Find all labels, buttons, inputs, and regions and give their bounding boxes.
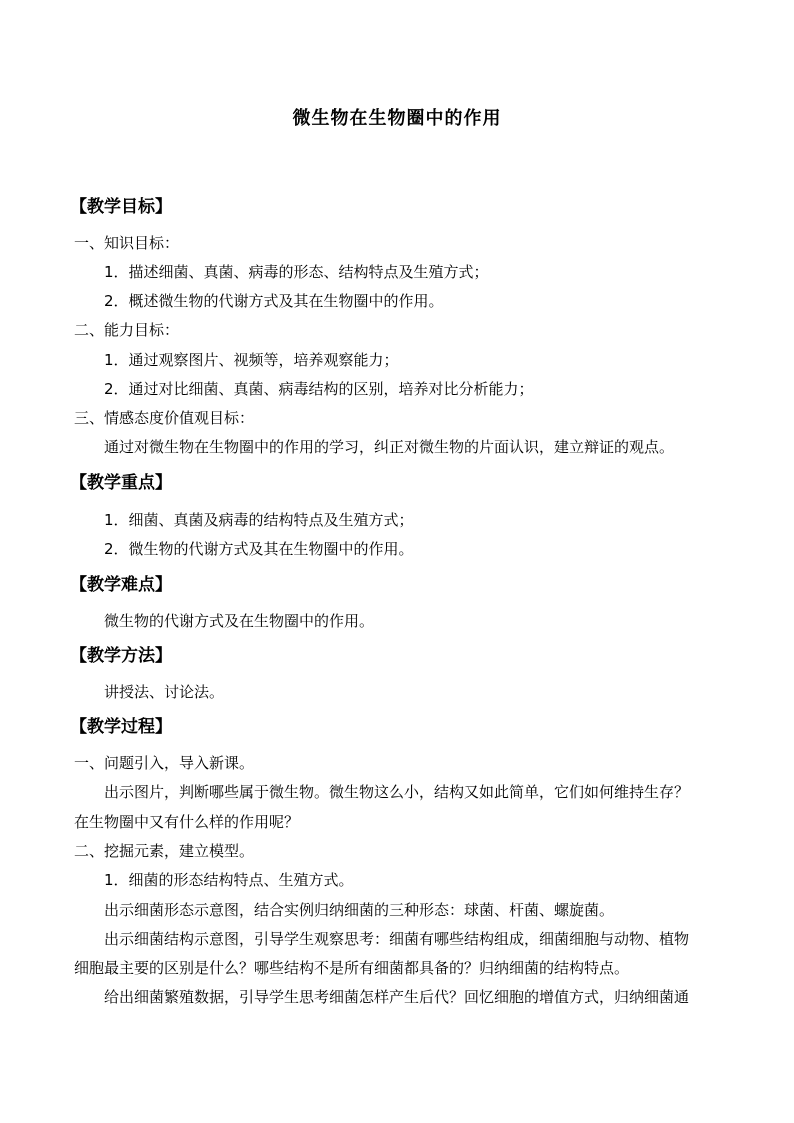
process-paragraph-line: 出示细菌结构示意图，引导学生观察思考：细菌有哪些结构组成，细菌细胞与动物、植物 [104,930,690,948]
ability-goal-item: 1．通过观察图片、视频等，培养观察能力； [104,351,399,369]
emotion-goals-heading: 三、情感态度价值观目标： [74,409,255,427]
knowledge-goals-heading: 一、知识目标： [74,234,180,252]
key-point-item: 1．细菌、真菌及病毒的结构特点及生殖方式； [104,511,414,529]
process-paragraph-line: 给出细菌繁殖数据，引导学生思考细菌怎样产生后代？回忆细胞的增值方式，归纳细菌通 [104,988,690,1006]
section-heading-goals: 【教学目标】 [70,197,172,217]
difficulty-item: 微生物的代谢方式及在生物圈中的作用。 [104,612,375,630]
section-heading-key-points: 【教学重点】 [70,473,172,493]
process-paragraph-line: 在生物圈中又有什么样的作用呢？ [74,813,300,831]
knowledge-goal-item: 1．描述细菌、真菌、病毒的形态、结构特点及生殖方式； [104,263,489,281]
process-paragraph-line: 出示图片，判断哪些属于微生物。微生物这么小，结构又如此简单，它们如何维持生存？ [104,783,690,801]
section-heading-difficulties: 【教学难点】 [70,575,172,595]
section-heading-methods: 【教学方法】 [70,646,172,666]
process-step-heading: 一、问题引入，导入新课。 [74,754,255,772]
emotion-goal-item: 通过对微生物在生物圈中的作用的学习，纠正对微生物的片面认识，建立辩证的观点。 [104,438,675,456]
section-heading-process: 【教学过程】 [70,717,172,737]
process-paragraph-line: 出示细菌形态示意图，结合实例归纳细菌的三种形态：球菌、杆菌、螺旋菌。 [104,901,615,919]
key-point-item: 2．微生物的代谢方式及其在生物圈中的作用。 [104,540,414,558]
ability-goal-item: 2．通过对比细菌、真菌、病毒结构的区别，培养对比分析能力； [104,380,534,398]
document-title: 微生物在生物圈中的作用 [292,108,502,129]
method-item: 讲授法、讨论法。 [104,683,225,701]
knowledge-goal-item: 2．概述微生物的代谢方式及其在生物圈中的作用。 [104,292,444,310]
ability-goals-heading: 二、能力目标： [74,321,180,339]
process-subheading: 1．细菌的形态结构特点、生殖方式。 [104,871,354,889]
process-step-heading: 二、挖掘元素，建立模型。 [74,842,255,860]
process-paragraph-line: 细胞最主要的区别是什么？哪些结构不是所有细菌都具备的？归纳细菌的结构特点。 [74,959,630,977]
